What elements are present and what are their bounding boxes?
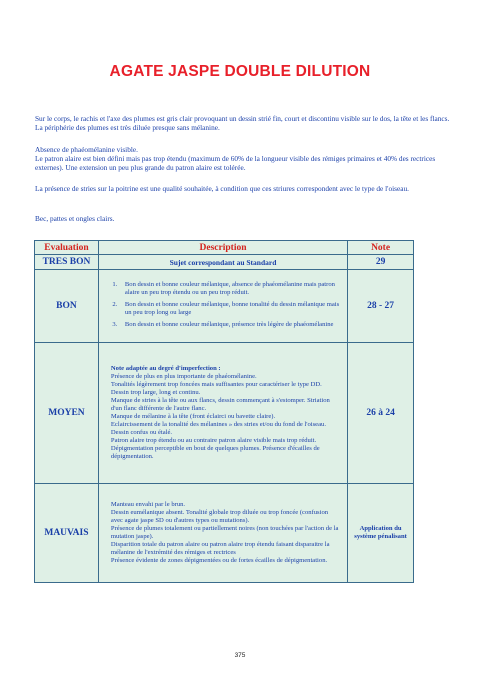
mauvais-line: Présence de plumes totalement ou partiellement noires (non touchées par l'action de la mutation jaspe). [110, 524, 339, 540]
desc-bon [98, 270, 347, 343]
mauvais-line: Disparition totale du patron alaire ou patron alaire trop étendu faisant disparaitre la mélanine de l'extrémité des rémiges et rectrices [110, 541, 330, 557]
note-mauvais: Application du système pénalisant [348, 484, 414, 583]
intro-paragraph-beak: Bec, pattes et ongles clairs. [35, 214, 115, 223]
moyen-line: Dessin trop large, long et continu. [110, 388, 201, 396]
row-tres-bon [35, 255, 414, 270]
bon-item-1: 1. Bon dessin et bonne couleur mélanique, absence de phaéomélanine mais patron alaire un peu trop étendu ou un peu trop réduit. [119, 281, 341, 297]
label-moyen: MOYEN [35, 343, 99, 484]
moyen-line: Patron alaire trop étendu ou au contraire patron alaire visible mais trop réduit. [110, 437, 317, 445]
note-bon: 28 - 27 [348, 270, 414, 343]
moyen-line: Eclaircissement de la tonalité des mélanines » des stries et/ou du fond de l'oiseau. Dessin confus ou étalé. [110, 421, 326, 437]
mauvais-line: Dessin eumélanique absent. Tonalité globale trop diluée ou trop foncée (confusion avec agate jaspe SD ou d'autres types ou mutations). [110, 508, 329, 524]
intro-paragraph-body: Sur le corps, le rachis et l'axe des plumes est gris clair provoquant un dessin strié fin, court et discontinu visible sur le dos, la tête et les flancs. La périphérie des plumes est très diluée presque sans mélanine. [35, 114, 450, 133]
desc-tres-bon: Sujet correspondant au Standard [98, 255, 347, 270]
moyen-heading: Note adaptée au degré d'imperfection : [110, 364, 221, 372]
moyen-line: Présence de plus en plus importante de phaéomélanine. [110, 372, 257, 380]
evaluation-table [34, 240, 414, 583]
mauvais-line: Présence évidente de zones dépigmentées ou de fortes écailles de dépigmentation. [110, 557, 328, 565]
label-bon: BON [35, 270, 99, 343]
label-mauvais: MAUVAIS [35, 484, 99, 583]
intro-paragraph-phaeo: Absence de phaéomélanine visible. [35, 145, 138, 154]
moyen-line: Dépigmentation perceptible en bout de quelques plumes. Présence d'écailles de dépigmentation. [110, 445, 320, 461]
note-moyen: 26 à 24 [348, 343, 414, 484]
row-mauvais [35, 484, 414, 583]
moyen-line: Tonalités légèrement trop foncées mais suffisantes pour caractériser le type DD. [110, 380, 322, 388]
page-number: 375 [234, 652, 246, 659]
intro-paragraph-breast: La présence de stries sur la poitrine est une qualité souhaitée, à condition que ces striures correspondent avec le type de l'oiseau. [35, 184, 409, 193]
mauvais-line: Manteau envahi par le brun. [110, 500, 186, 508]
header-evaluation: Evaluation [35, 241, 99, 255]
bon-item-3: 3. Bon dessin et bonne couleur mélanique, présence très légère de phaéomélanine [119, 321, 341, 329]
label-tres-bon: TRES BON [35, 255, 99, 270]
page-title: AGATE JASPE DOUBLE DILUTION [109, 63, 371, 80]
moyen-line: Manque de mélanine à la tête (front éclairci ou bavette claire). [110, 413, 276, 420]
desc-moyen [98, 343, 347, 484]
table-header-row [35, 241, 414, 255]
moyen-line: Manque de stries à la tête ou aux flancs, dessin commençant à s'estomper. Striation d'un flanc différente de l'autre flanc. [110, 396, 330, 412]
row-bon [35, 270, 414, 343]
note-tres-bon: 29 [348, 255, 414, 270]
header-description: Description [98, 241, 347, 255]
desc-mauvais [98, 484, 347, 583]
bon-item-2: 2. Bon dessin et bonne couleur mélanique, bonne tonalité du dessin mélanique mais un peu trop long ou large [119, 301, 341, 317]
header-note: Note [348, 241, 414, 255]
mauvais-block [99, 499, 347, 567]
intro-paragraph-wing-pattern: Le patron alaire est bien défini mais pas trop étendu (maximum de 60% de la longueur visible des rémiges primaires et 40% des rectrices externes). Une extension un peu plus grande du patron alaire est tolérée. [35, 154, 436, 173]
moyen-block [99, 363, 347, 464]
bon-list [99, 281, 347, 329]
row-moyen [35, 343, 414, 484]
